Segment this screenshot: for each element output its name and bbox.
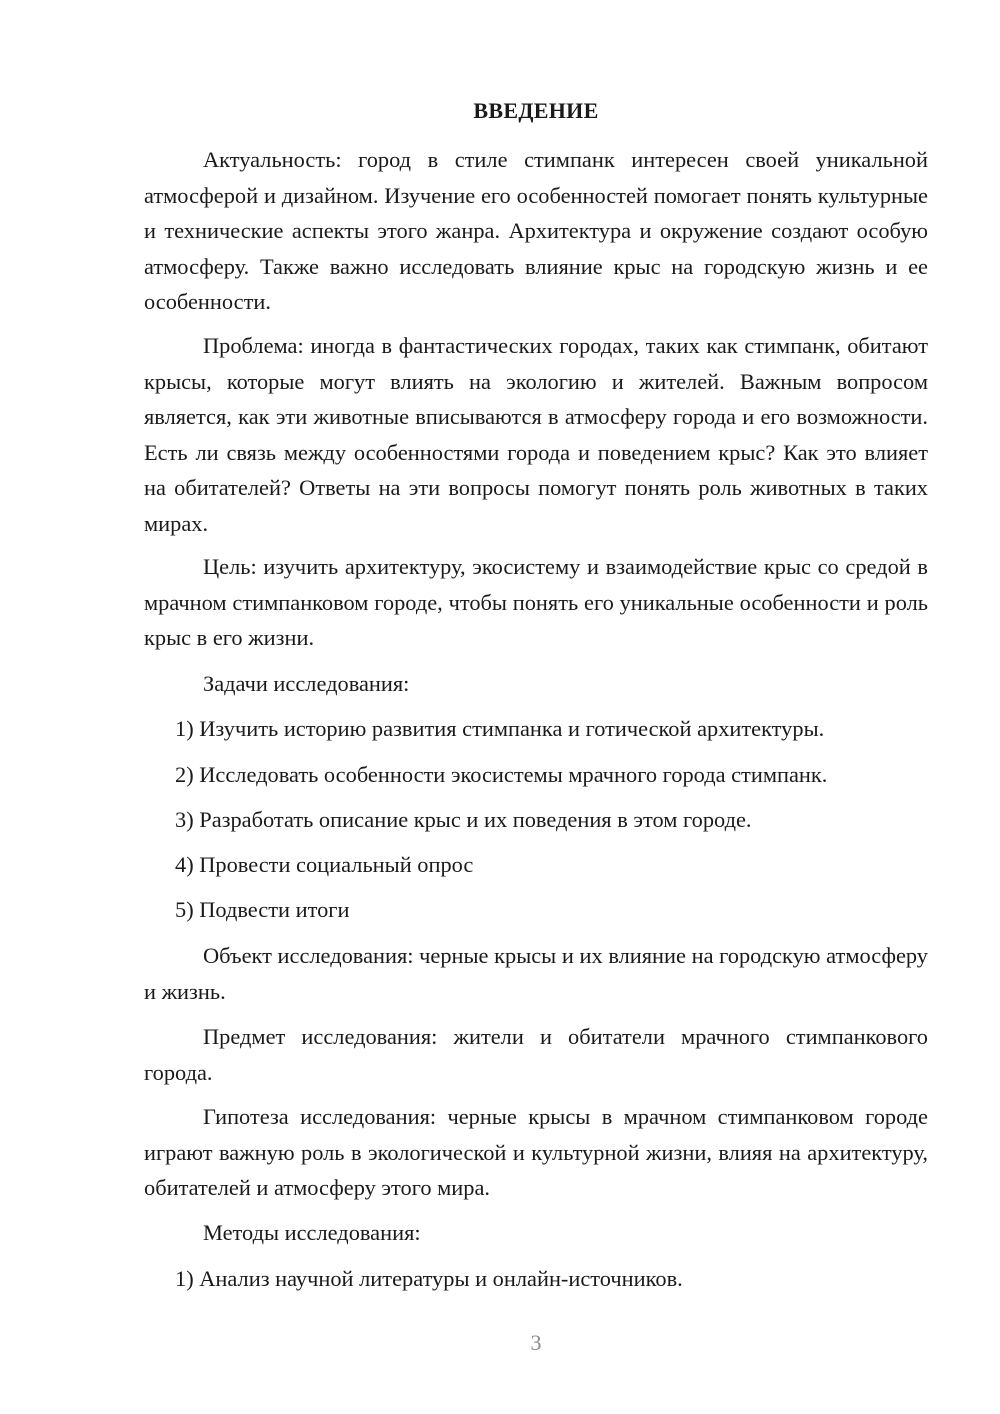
page-number: 3 (530, 1330, 542, 1355)
relevance-paragraph: Актуальность: город в стиле стимпанк интересен своей уникальной атмосферой и дизайном. Изучение его особенностей помогает понять культурные и технические аспекты этого жанра. Архитектура и окружение создают особую атмосферу. Также важно исследовать влияние крыс на городскую жизнь и ее особенности. (144, 147, 928, 315)
section-title: ВВЕДЕНИЕ (473, 98, 599, 123)
hypothesis-paragraph: Гипотеза исследования: черные крысы в мрачном стимпанковом городе играют важную роль в экологической и культурной жизни, влияя на архитектуру, обитателей и атмосферу этого мира. (144, 1104, 928, 1201)
task-item: 5) Подвести итоги (175, 897, 350, 922)
methods-heading: Методы исследования: (203, 1220, 421, 1245)
task-item: 2) Исследовать особенности экосистемы мрачного города стимпанк. (175, 762, 828, 787)
document-page (144, 0, 928, 1414)
object-paragraph: Объект исследования: черные крысы и их влияние на городскую атмосферу и жизнь. (144, 943, 928, 1004)
problem-paragraph: Проблема: иногда в фантастических городах, таких как стимпанк, обитают крысы, которые могут влиять на экологию и жителей. Важным вопросом является, как эти животные вписываются в атмосферу города и его возможности. Есть ли связь между особенностями города и поведением крыс? Как это влияет на обитателей? Ответы на эти вопросы помогут понять роль животных в таких мирах. (144, 333, 928, 536)
goal-paragraph: Цель: изучить архитектуру, экосистему и взаимодействие крыс со средой в мрачном стимпанковом городе, чтобы понять его уникальные особенности и роль крыс в его жизни. (144, 554, 928, 651)
subject-paragraph: Предмет исследования: жители и обитатели мрачного стимпанкового города. (144, 1024, 928, 1085)
task-item: 1) Изучить историю развития стимпанка и готической архитектуры. (175, 716, 825, 741)
tasks-heading: Задачи исследования: (203, 671, 410, 696)
method-item: 1) Анализ научной литературы и онлайн-источников. (175, 1266, 683, 1291)
task-item: 3) Разработать описание крыс и их поведения в этом городе. (175, 807, 752, 832)
task-item: 4) Провести социальный опрос (175, 852, 474, 877)
